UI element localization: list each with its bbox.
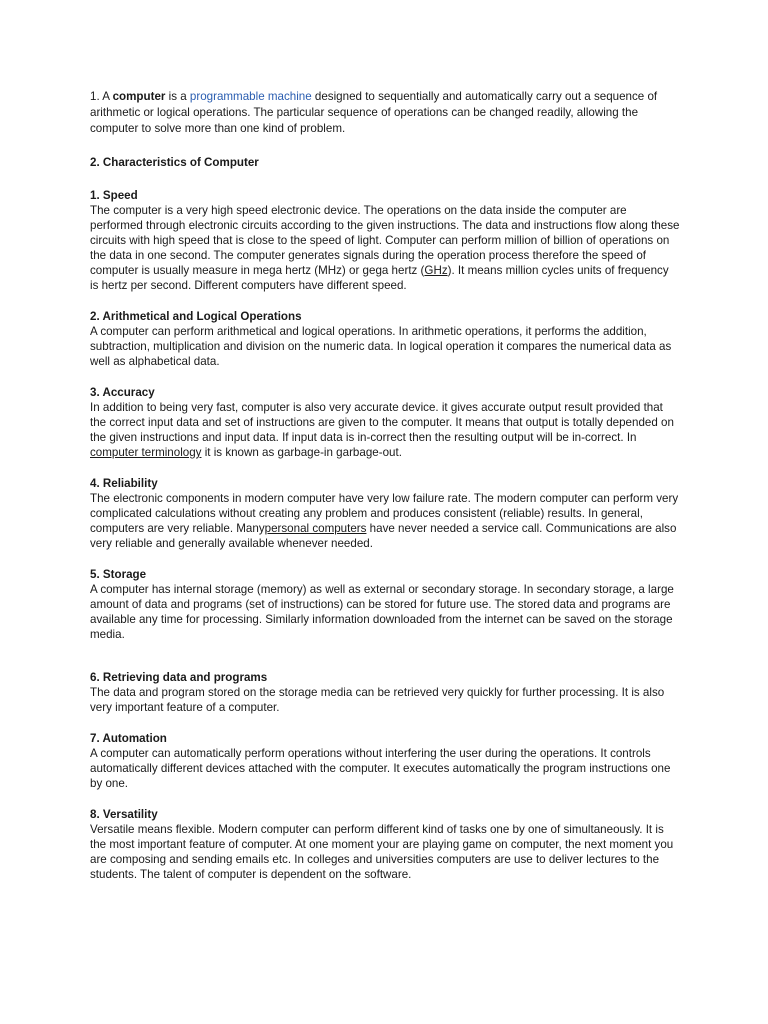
section-heading: 2. Arithmetical and Logical Operations xyxy=(90,310,302,323)
section-body xyxy=(90,203,680,293)
section-text: In addition to being very fast, computer is also very accurate device. it gives accurate output result provided that the correct input data and set of instructions are given to the computer. It means that output is totally depended on the given instructions and input data. If input data is in-correct then the resulting output will be in-correct. In xyxy=(90,401,674,444)
section-text: have never needed a service call. Communications are also very reliable and generally available whenever needed. xyxy=(90,522,677,550)
intro-is-a: is a xyxy=(165,90,190,103)
section-body: The data and program stored on the storage media can be retrieved very quickly for further processing. It is also very important feature of a computer. xyxy=(90,686,665,714)
intro-paragraph xyxy=(90,89,680,137)
section-accuracy xyxy=(90,385,680,460)
personal-computers-link[interactable]: personal computers xyxy=(264,522,367,535)
section-storage xyxy=(90,567,680,642)
section-retrieving-data xyxy=(90,670,680,715)
section-body xyxy=(90,400,680,460)
section-body: Versatile means flexible. Modern computer can perform different kind of tasks one by one of simultaneously. It is the most important feature of computer. At one moment your are playing game on computer, the next moment you are composing and sending emails etc. In colleges and universities computers are use to deliver lectures to the students. The talent of computer is dependent on the software. xyxy=(90,823,674,881)
document-page xyxy=(90,89,680,898)
section-reliability xyxy=(90,476,680,551)
section-text: The electronic components in modern computer have very low failure rate. The modern computer can perform very complicated calculations without creating any problem and produces consistent (reliable) results. In general, computers are very reliable. Many xyxy=(90,492,679,535)
intro-bold-word: computer xyxy=(112,90,166,103)
section-arithmetical-logical xyxy=(90,309,680,369)
section-heading: 1. Speed xyxy=(90,189,138,202)
section-heading: 6. Retrieving data and programs xyxy=(90,671,268,684)
section-body: A computer can perform arithmetical and logical operations. In arithmetic operations, it performs the addition, subtraction, multiplication and division on the numeric data. In logical operation it compares the numerical data as well as alphabetical data. xyxy=(90,325,672,368)
section-text: The computer is a very high speed electronic device. The operations on the data inside the computer are performed through electronic circuits according to the given instructions. The data and instructions flow along these circuits with high speed that is close to the speed of light. Computer can perform million of billion of operations on the data in one second. The computer generates signals during the operation process therefore the speed of computer is usually measure in mega hertz (MHz) or gega hertz ( xyxy=(90,204,680,277)
section-text: ). It means million cycles units of frequency is hertz per second. Different computers have different speed. xyxy=(90,264,669,292)
ghz-link[interactable]: GHz xyxy=(424,264,448,277)
section-automation xyxy=(90,731,680,791)
section-text: it is known as garbage-in garbage-out. xyxy=(201,446,402,459)
section-versatility xyxy=(90,807,680,882)
section-body: A computer can automatically perform operations without interfering the user during the operations. It controls automatically different devices attached with the computer. It executes automatically the program instructions one by one. xyxy=(90,747,671,790)
section-speed xyxy=(90,188,680,293)
section-heading: 3. Accuracy xyxy=(90,386,155,399)
section-heading: 4. Reliability xyxy=(90,477,158,490)
section-heading: 7. Automation xyxy=(90,732,167,745)
section-heading: 8. Versatility xyxy=(90,808,158,821)
intro-rest: designed to sequentially and automatically carry out a sequence of arithmetic or logical operations. The particular sequence of operations can be changed readily, allowing the computer to solve more than one kind of problem. xyxy=(90,90,658,135)
section-heading: 5. Storage xyxy=(90,568,147,581)
programmable-machine-link[interactable]: programmable machine xyxy=(189,90,312,103)
intro-number: 1. A xyxy=(90,90,113,103)
main-heading: 2. Characteristics of Computer xyxy=(90,156,259,169)
computer-terminology-link[interactable]: computer terminology xyxy=(90,446,202,459)
section-body: A computer has internal storage (memory) as well as external or secondary storage. In secondary storage, a large amount of data and programs (set of instructions) can be stored for future use. The stored data and programs are available any time for processing. Similarly information downloaded from the internet can be saved on the storage media. xyxy=(90,583,674,641)
section-body xyxy=(90,491,680,551)
